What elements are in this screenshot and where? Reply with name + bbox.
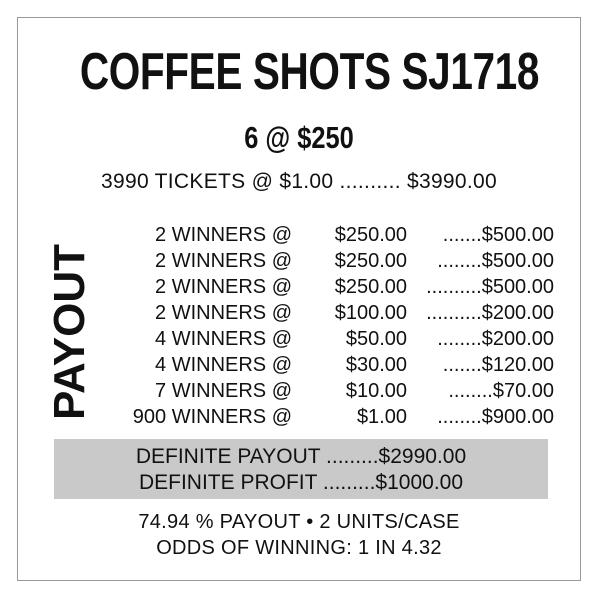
winners-count: 4 WINNERS @ (155, 328, 292, 350)
payout-percent-units: 74.94 % PAYOUT • 2 UNITS/CASE (138, 511, 460, 533)
row-total: ........$200.00 (437, 328, 554, 350)
winners-count: 2 WINNERS @ (155, 224, 292, 246)
row-total: .......$500.00 (442, 224, 554, 246)
winners-count: 4 WINNERS @ (155, 354, 292, 376)
tickets-line: 3990 TICKETS @ $1.00 .......... $3990.00 (101, 170, 497, 193)
summary-box (54, 439, 548, 499)
payout-row (18, 222, 582, 248)
payout-row (18, 378, 582, 404)
prize-amount: $250.00 (334, 250, 407, 272)
prize-amount: $1.00 (356, 406, 407, 428)
winners-count: 2 WINNERS @ (155, 250, 292, 272)
row-total: ..........$500.00 (426, 276, 554, 298)
payout-row (18, 326, 582, 352)
row-total: ........$70.00 (448, 380, 554, 402)
winners-count: 2 WINNERS @ (155, 302, 292, 324)
payout-row (18, 300, 582, 326)
odds-of-winning: ODDS OF WINNING: 1 IN 4.32 (156, 537, 442, 559)
winners-count: 2 WINNERS @ (155, 276, 292, 298)
prize-amount: $30.00 (345, 354, 407, 376)
winners-count: 7 WINNERS @ (155, 380, 292, 402)
payout-side-label: PAYOUT (45, 243, 94, 421)
pull-tab-flare-card (17, 17, 581, 581)
prize-amount: $250.00 (334, 276, 407, 298)
row-total: ........$500.00 (437, 250, 554, 272)
payout-row (18, 352, 582, 378)
payout-row (18, 404, 582, 430)
winners-count: 900 WINNERS @ (132, 406, 292, 428)
prize-amount: $10.00 (345, 380, 407, 402)
prize-amount: $50.00 (345, 328, 407, 350)
definite-profit: DEFINITE PROFIT .........$1000.00 (138, 471, 464, 494)
row-total: .......$120.00 (442, 354, 554, 376)
game-title: COFFEE SHOTS SJ1718 (79, 43, 540, 101)
prize-amount: $250.00 (334, 224, 407, 246)
top-prize-summary: 6 @ $250 (244, 120, 354, 155)
row-total: ..........$200.00 (426, 302, 554, 324)
row-total: ........$900.00 (437, 406, 554, 428)
payout-row (18, 274, 582, 300)
prize-amount: $100.00 (334, 302, 407, 324)
payout-row (18, 248, 582, 274)
definite-payout: DEFINITE PAYOUT .........$2990.00 (135, 445, 467, 468)
